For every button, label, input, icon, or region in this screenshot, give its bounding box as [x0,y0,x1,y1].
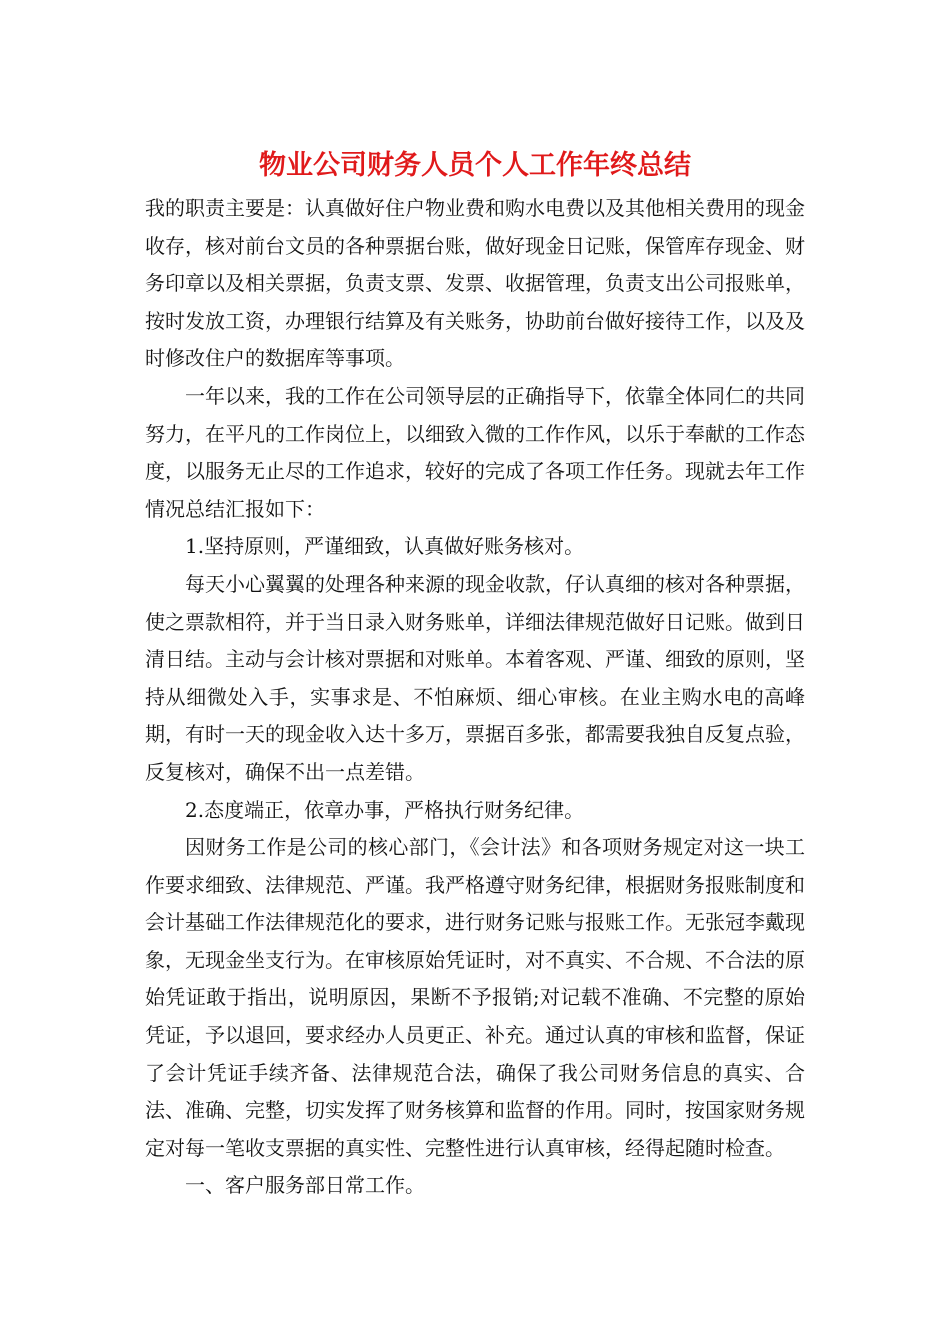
paragraph-year-summary: 一年以来，我的工作在公司领导层的正确指导下，依靠全体同仁的共同努力，在平凡的工作岗位上，以细致入微的工作作风，以乐于奉献的工作态度，以服务无止尽的工作追求，较好的完成了各项工作任务。现就去年工作情况总结汇报如下： [145,383,805,521]
paragraph-discipline: 因财务工作是公司的核心部门，《会计法》和各项财务规定对这一块工作要求细致、法律规范、严谨。我严格遵守财务纪律，根据财务报账制度和会计基础工作法律规范化的要求，进行财务记账与报账工作。无张冠李戴现象，无现金坐支行为。在审核原始凭证时，对不真实、不合规、不合法的原始凭证敢于指出，说明原因，果断不予报销;对记载不准确、不完整的原始凭证，予以退回，要求经办人员更正、补充。通过认真的审核和监督，保证了会计凭证手续齐备、法律规范合法，确保了我公司财务信息的真实、合法、准确、完整，切实发挥了财务核算和监督的作用。同时，按国家财务规定对每一笔收支票据的真实性、完整性进行认真审核，经得起随时检查。 [145,835,805,1160]
document-body [145,190,805,1205]
section-heading-2: 2.态度端正，依章办事，严格执行财务纪律。 [185,797,585,822]
section-heading-customer-service: 一、客户服务部日常工作。 [185,1173,425,1198]
document-title: 物业公司财务人员个人工作年终总结 [259,150,691,181]
paragraph-duties: 我的职责主要是：认真做好住户物业费和购水电费以及其他相关费用的现金收存，核对前台文员的各种票据台账，做好现金日记账，保管库存现金、财务印章以及相关票据，负责支票、发票、收据管理，负责支出公司报账单，按时发放工资，办理银行结算及有关账务，协助前台做好接待工作，以及及时修改住户的数据库等事项。 [145,196,805,371]
section-heading-1: 1.坚持原则，严谨细致，认真做好账务核对。 [185,534,585,559]
paragraph-daily-work: 每天小心翼翼的处理各种来源的现金收款，仔认真细的核对各种票据，使之票款相符，并于当日录入财务账单，详细法律规范做好日记账。做到日清日结。主动与会计核对票据和对账单。本着客观、严谨、细致的原则，坚持从细微处入手，实事求是、不怕麻烦、细心审核。在业主购水电的高峰期，有时一天的现金收入达十多万，票据百多张，都需要我独自反复点验，反复核对，确保不出一点差错。 [145,571,805,784]
